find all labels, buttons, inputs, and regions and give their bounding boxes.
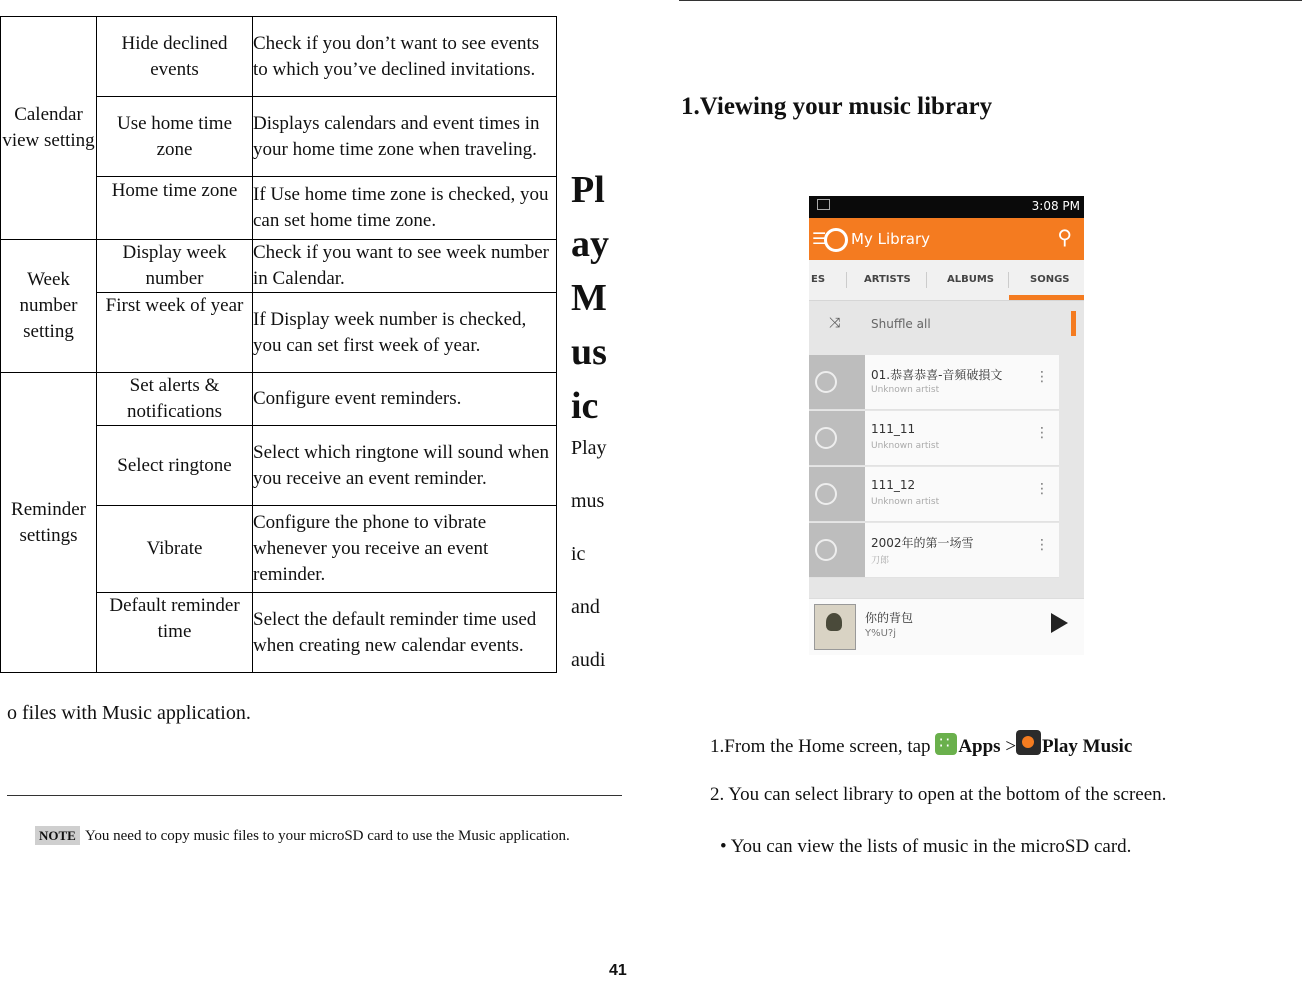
section-title: 1.Viewing your music library — [681, 93, 993, 120]
apps-icon — [935, 733, 957, 755]
note-box — [35, 822, 620, 850]
song-list-item[interactable] — [809, 355, 1059, 410]
song-list-item[interactable] — [809, 411, 1059, 466]
overflow-menu-icon[interactable]: ⋮ — [1035, 425, 1049, 441]
setting-name: Vibrate — [97, 506, 253, 593]
setting-description: Displays calendars and event times in your home time zone when traveling. — [253, 97, 557, 177]
album-art-placeholder — [809, 411, 865, 465]
step-1-text: 1.From the Home screen, tap — [710, 736, 936, 757]
play-music-app-icon — [1016, 730, 1041, 755]
shuffle-icon: ⤨ — [829, 315, 841, 331]
album-art-placeholder — [809, 355, 865, 409]
divider — [7, 795, 622, 796]
setting-description: Select which ringtone will sound when you receive an event reminder. — [253, 426, 557, 506]
now-playing-album-art — [814, 604, 856, 650]
library-tabs — [809, 260, 1084, 301]
setting-description: Configure event reminders. — [253, 373, 557, 426]
note-label: NOTE — [35, 826, 80, 845]
setting-name: First week of year — [97, 293, 253, 373]
overflow-menu-icon[interactable]: ⋮ — [1035, 369, 1049, 385]
body-fragment: ic — [571, 543, 586, 565]
body-fragment: audi — [571, 649, 606, 671]
action-bar — [809, 218, 1084, 260]
status-time: 3:08 PM — [1031, 199, 1080, 213]
shuffle-all-row[interactable] — [809, 301, 1084, 346]
body-fragment: mus — [571, 490, 605, 512]
heading-fragment: M — [571, 277, 607, 319]
song-title: 2002年的第一场雪 — [871, 536, 974, 550]
heading-fragment: ic — [571, 385, 599, 427]
setting-description: Check if you don’t want to see events to which you’ve declined invitations. — [253, 17, 557, 97]
calendar-settings-table — [0, 16, 557, 673]
body-fragment: and — [571, 596, 600, 618]
tab-separator — [1008, 272, 1009, 288]
scroll-indicator[interactable] — [1071, 311, 1076, 336]
image-notification-icon — [817, 199, 830, 210]
setting-name: Default reminder time — [97, 593, 253, 673]
tab-songs[interactable]: SONGS — [1030, 274, 1070, 285]
play-icon[interactable] — [1051, 613, 1068, 633]
step-separator: > — [1000, 736, 1017, 757]
song-artist: Unknown artist — [871, 497, 940, 507]
setting-name: Display week number — [97, 240, 253, 293]
setting-name: Use home time zone — [97, 97, 253, 177]
active-tab-indicator — [1009, 295, 1084, 300]
setting-description: If Display week number is checked, you can set first week of year. — [253, 293, 557, 373]
setting-description: Select the default reminder time used when creating new calendar events. — [253, 593, 557, 673]
search-icon[interactable]: ⚲ — [1057, 225, 1072, 249]
setting-name: Select ringtone — [97, 426, 253, 506]
divider — [679, 0, 1302, 1]
setting-description: Check if you want to see week number in Calendar. — [253, 240, 557, 293]
setting-name: Home time zone — [97, 177, 253, 240]
setting-description: If Use home time zone is checked, you can set home time zone. — [253, 177, 557, 240]
now-playing-title: 你的背包 — [865, 611, 914, 625]
tab-separator — [926, 272, 927, 288]
tab-separator — [846, 272, 847, 288]
tab-albums[interactable]: ALBUMS — [947, 274, 995, 285]
song-list-item[interactable] — [809, 467, 1059, 522]
step-2: 2. You can select library to open at the bottom of the screen. — [710, 784, 1167, 805]
album-art-placeholder — [809, 523, 865, 577]
song-title: 01.恭喜恭喜-音頻破損文 — [871, 368, 1003, 382]
heading-fragment: us — [571, 331, 607, 373]
now-playing-bar[interactable] — [809, 598, 1084, 655]
group-label: Calendar view setting — [1, 17, 97, 240]
page-number: 41 — [609, 962, 627, 979]
body-fragment: Play — [571, 437, 607, 459]
now-playing-artist: Y%U?j — [865, 628, 897, 639]
play-music-heading — [571, 163, 621, 433]
play-music-continuation: o files with Music application. — [7, 702, 251, 724]
song-title: 111_12 — [871, 478, 916, 492]
step-1 — [710, 730, 1132, 758]
album-art-placeholder — [809, 467, 865, 521]
tab-genres[interactable]: ES — [811, 274, 826, 285]
song-artist: 刀郎 — [871, 556, 890, 566]
phone-screenshot — [809, 196, 1084, 655]
drawer-menu-icon[interactable]: ☰ — [812, 229, 827, 248]
setting-name: Hide declined events — [97, 17, 253, 97]
apps-label: Apps — [958, 736, 1001, 757]
song-artist: Unknown artist — [871, 385, 940, 395]
song-list-item[interactable] — [809, 523, 1059, 578]
heading-fragment: Pl — [571, 169, 605, 211]
headphones-icon — [824, 228, 848, 252]
app-title: My Library — [851, 230, 931, 248]
setting-name: Set alerts & notifications — [97, 373, 253, 426]
heading-fragment: ay — [571, 223, 609, 265]
note-text: You need to copy music files to your microSD card to use the Music application. — [85, 828, 570, 844]
overflow-menu-icon[interactable]: ⋮ — [1035, 537, 1049, 553]
overflow-menu-icon[interactable]: ⋮ — [1035, 481, 1049, 497]
shuffle-label: Shuffle all — [871, 317, 931, 331]
tab-artists[interactable]: ARTISTS — [864, 274, 911, 285]
group-label: Week number setting — [1, 240, 97, 373]
step-3-bullet: • You can view the lists of music in the microSD card. — [720, 836, 1132, 857]
group-label: Reminder settings — [1, 373, 97, 673]
song-title: 111_11 — [871, 422, 916, 436]
setting-description: Configure the phone to vibrate whenever you receive an event reminder. — [253, 506, 557, 593]
status-bar — [809, 196, 1084, 218]
song-artist: Unknown artist — [871, 441, 940, 451]
play-music-label: Play Music — [1042, 736, 1133, 757]
